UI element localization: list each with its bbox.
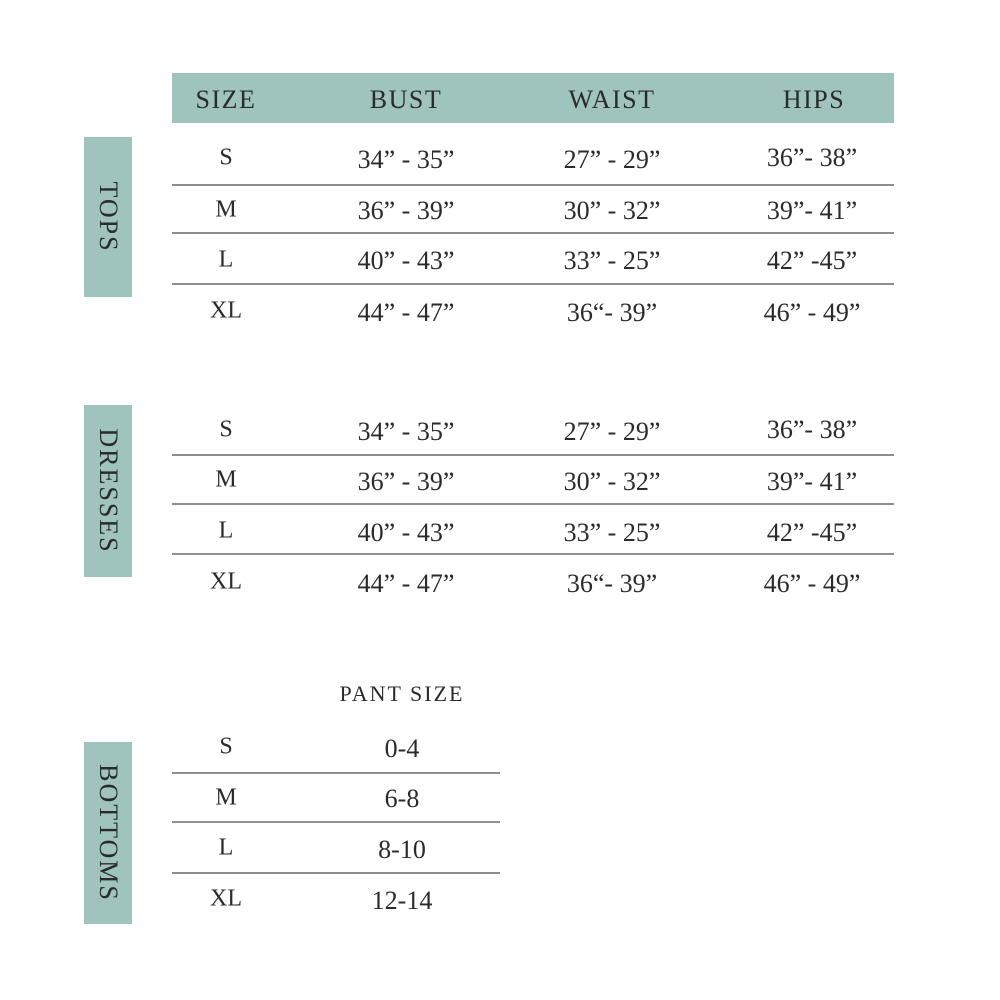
dresses-section-tab [84, 405, 132, 577]
hips-cell: 39”- 41” [766, 467, 858, 496]
column-header-band [172, 73, 894, 123]
row-divider [172, 232, 894, 234]
row-divider [172, 283, 894, 285]
bottoms-section-label: BOTTOMS [94, 764, 123, 902]
bust-cell: 40” - 43” [357, 518, 455, 547]
hips-cell: 36”- 38” [766, 415, 858, 444]
waist-cell: 27” - 29” [563, 417, 661, 446]
bust-cell: 36” - 39” [357, 467, 455, 496]
bust-cell: 34” - 35” [357, 417, 455, 446]
dresses-section-label: DRESSES [94, 428, 123, 554]
waist-cell: 33” - 25” [563, 246, 661, 275]
bust-cell: 36” - 39” [357, 196, 455, 225]
waist-cell: 30” - 32” [563, 467, 661, 496]
bust-cell: 34” - 35” [357, 145, 455, 174]
size-column-header: SIZE [195, 85, 257, 114]
bust-cell: 40” - 43” [357, 246, 455, 275]
pant-size-cell: 12-14 [371, 886, 433, 915]
size-cell: S [219, 144, 233, 171]
size-cell: M [215, 784, 237, 811]
tops-section-label: TOPS [94, 181, 123, 253]
pant-size-cell: 6-8 [384, 784, 420, 813]
size-cell: L [218, 246, 234, 273]
waist-cell: 36“- 39” [566, 298, 658, 327]
size-cell: M [215, 466, 237, 493]
waist-cell: 27” - 29” [563, 145, 661, 174]
waist-cell: 36“- 39” [566, 569, 658, 598]
size-cell: L [218, 834, 234, 861]
bust-cell: 44” - 47” [357, 569, 455, 598]
row-divider [172, 553, 894, 555]
hips-cell: 39”- 41” [766, 196, 858, 225]
row-divider [172, 872, 500, 874]
pant-size-header: PANT SIZE [339, 681, 465, 706]
bust-column-header: BUST [369, 85, 443, 114]
row-divider [172, 454, 894, 456]
size-cell: S [219, 733, 233, 760]
hips-column-header: HIPS [782, 85, 846, 114]
pant-size-cell: 0-4 [384, 734, 420, 763]
size-cell: S [219, 416, 233, 443]
waist-cell: 33” - 25” [563, 518, 661, 547]
hips-cell: 36”- 38” [766, 143, 858, 172]
tops-section-tab [84, 137, 132, 297]
row-divider [172, 184, 894, 186]
waist-cell: 30” - 32” [563, 196, 661, 225]
bust-cell: 44” - 47” [357, 298, 455, 327]
hips-cell: 42” -45” [766, 246, 858, 275]
waist-column-header: WAIST [568, 85, 656, 114]
row-divider [172, 772, 500, 774]
size-cell: XL [210, 568, 242, 595]
row-divider [172, 503, 894, 505]
hips-cell: 46” - 49” [763, 298, 861, 327]
bottoms-section-tab [84, 742, 132, 924]
hips-cell: 42” -45” [766, 518, 858, 547]
row-divider [172, 821, 500, 823]
size-cell: XL [210, 885, 242, 912]
size-cell: M [215, 196, 237, 223]
hips-cell: 46” - 49” [763, 569, 861, 598]
size-cell: XL [210, 297, 242, 324]
pant-size-cell: 8-10 [378, 835, 426, 864]
size-cell: L [218, 517, 234, 544]
